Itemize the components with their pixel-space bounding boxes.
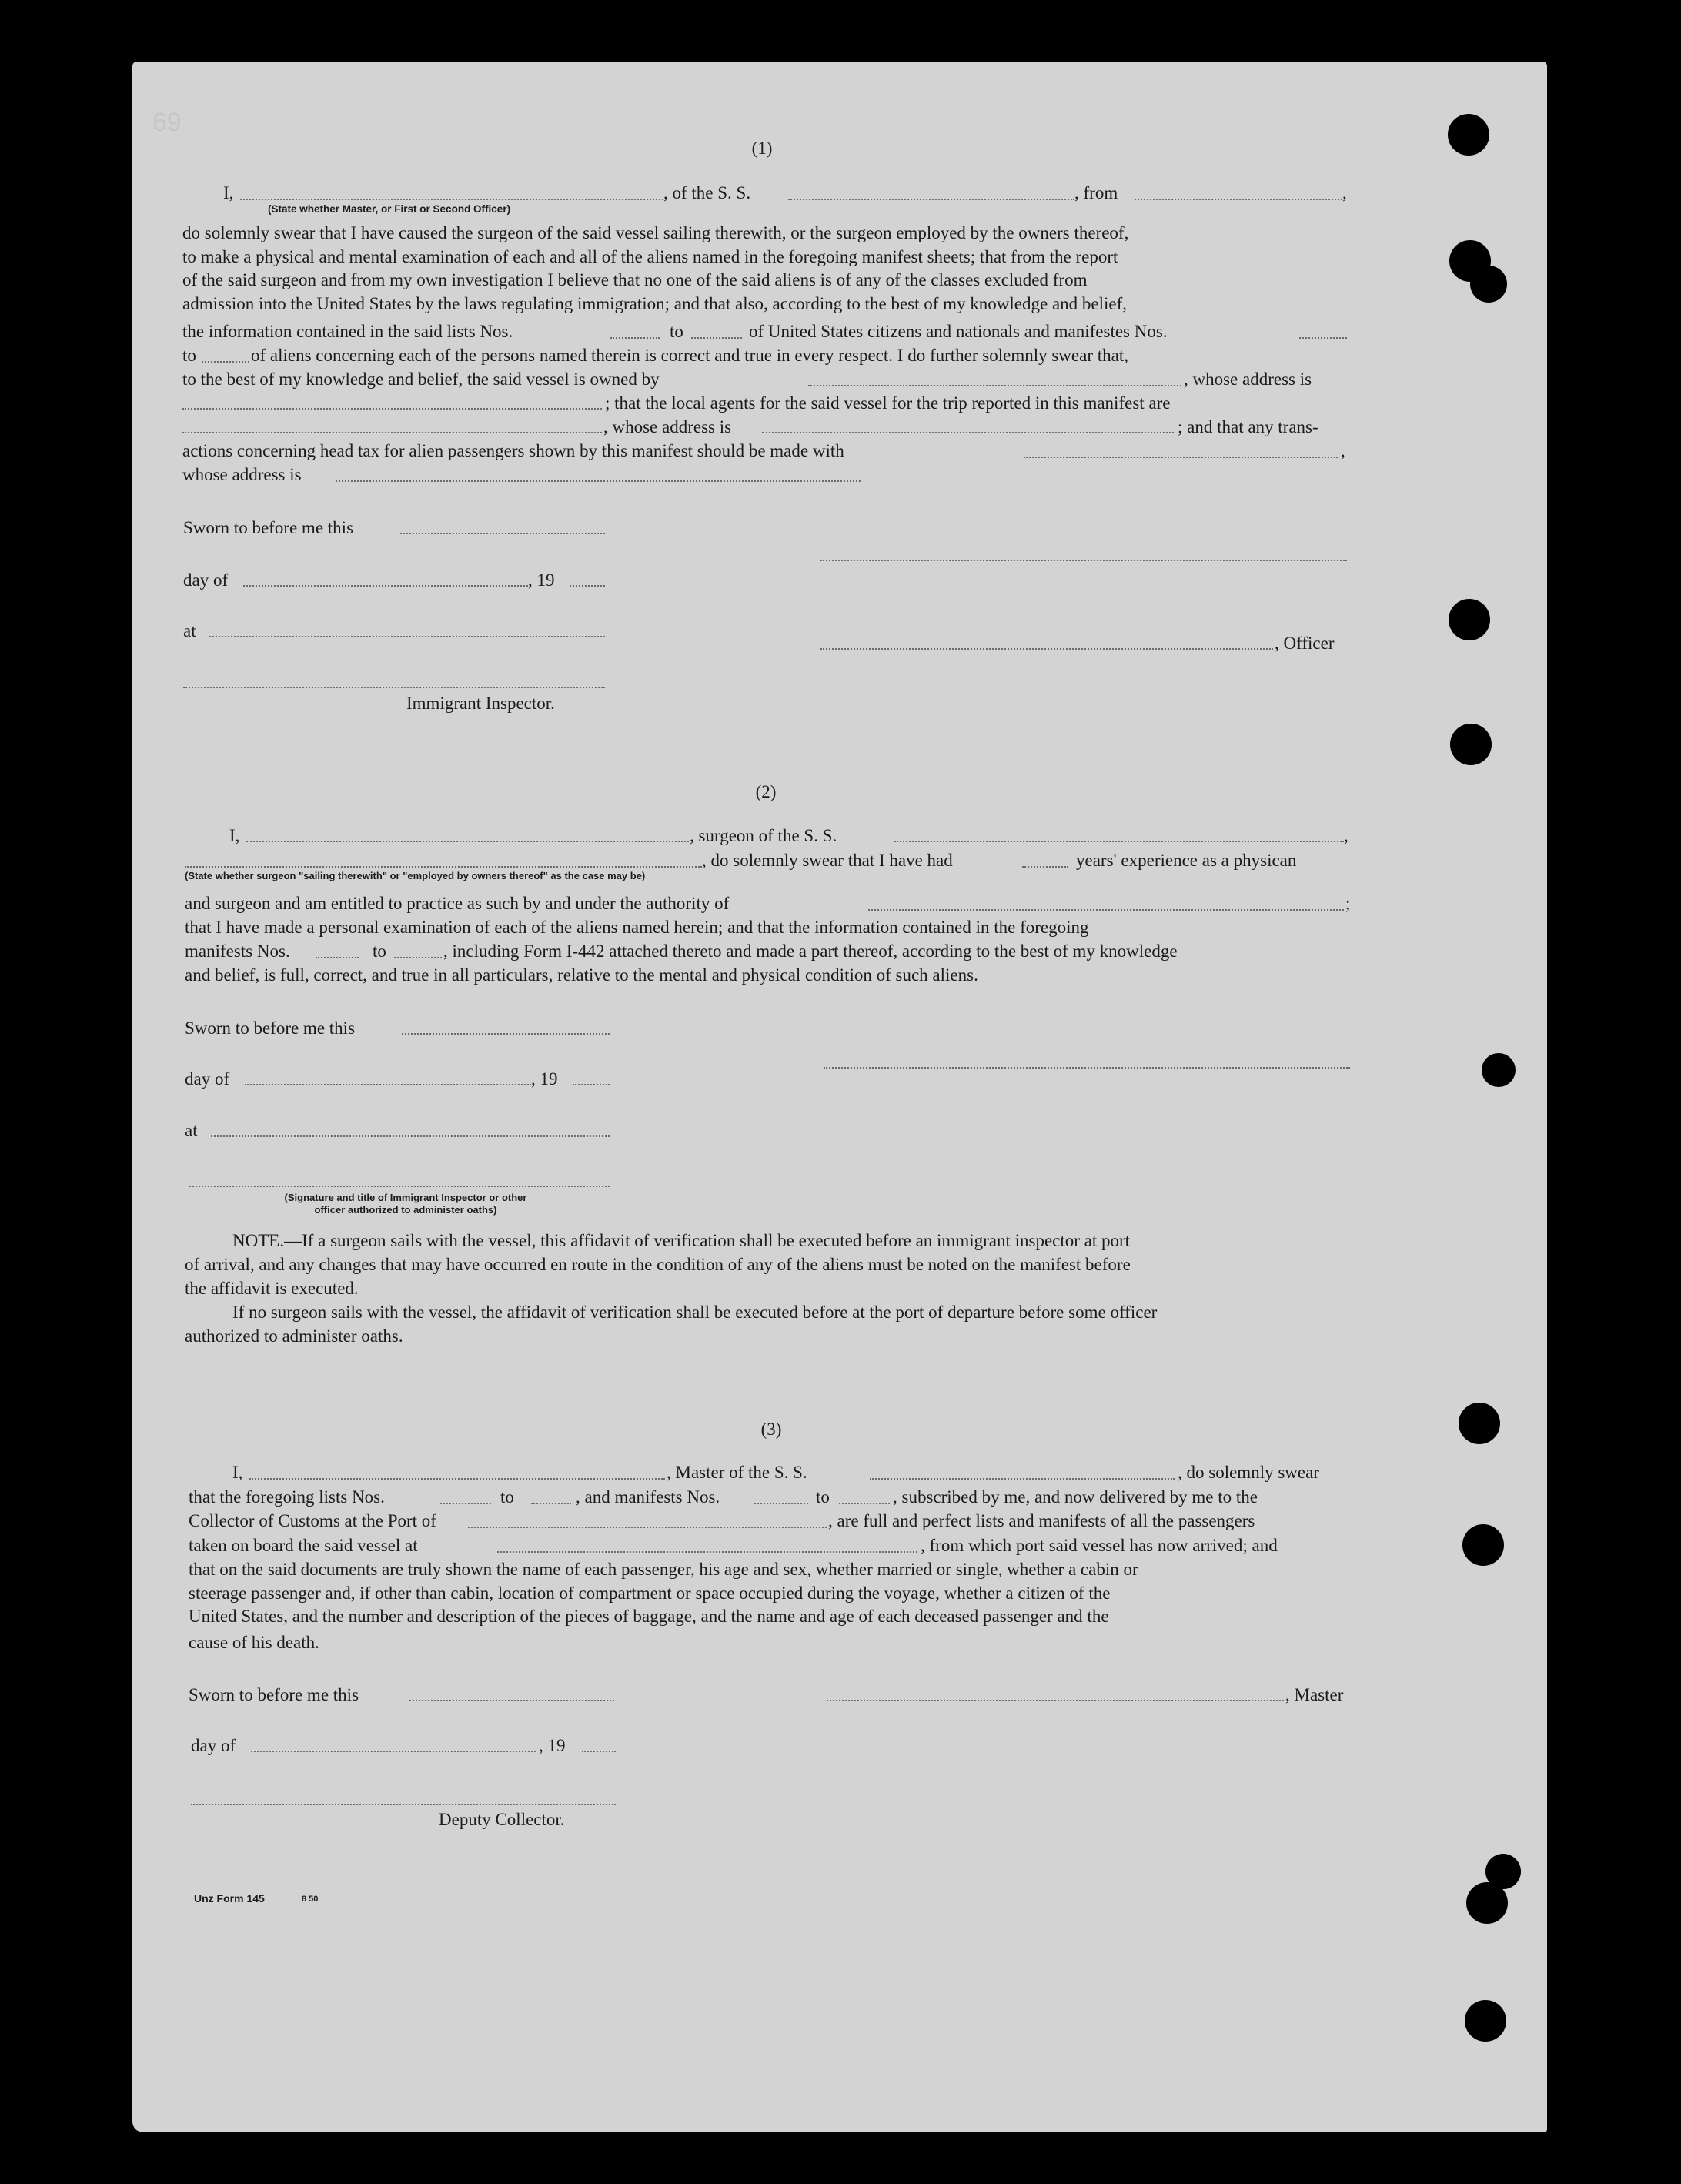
s1-l1-ss: , of the S. S. <box>663 183 751 202</box>
form-number: Unz Form 145 <box>194 1892 265 1905</box>
s2-note-line: If no surgeon sails with the vessel, the affidavit of verification shall be executed before at the port of departure before some officer <box>232 1303 1158 1322</box>
fill-line <box>182 408 602 410</box>
s1-body-line: of the said surgeon and from my own investigation I believe that no one of the said aliens is of any of the classes excluded from <box>182 270 1088 290</box>
s2-l5-b: to <box>373 941 386 961</box>
s1-l1-i: I, <box>223 183 234 202</box>
fill-line <box>440 1503 491 1504</box>
fill-line <box>870 1478 1175 1480</box>
s3-body-line: that on the said documents are truly shown the name of each passenger, his age and sex, whether married or single, whether a cabin or <box>189 1560 1138 1579</box>
fill-line <box>1299 337 1347 339</box>
s2-year: , 19 <box>531 1069 558 1089</box>
signature-line <box>189 1186 610 1187</box>
s3-l2-d: to <box>816 1487 830 1507</box>
s2-sig-note-1: (Signature and title of Immigrant Inspector or other <box>284 1192 527 1203</box>
fill-line <box>182 432 602 433</box>
s2-l1-end: , <box>1344 826 1348 845</box>
fill-line <box>839 1503 890 1504</box>
fill-line <box>240 199 663 200</box>
s1-l12: ; that the local agents for the said vessel for the trip reported in this manifest are <box>605 393 1171 413</box>
fill-line <box>202 361 249 363</box>
s1-l10-b: of aliens concerning each of the persons named therein is correct and true in every respect. I do further solemnly swear that, <box>251 346 1128 365</box>
s1-day: day of <box>183 570 229 590</box>
s3-body <box>189 1558 1357 1629</box>
s1-l1-from: , from <box>1074 183 1118 202</box>
fill-line <box>336 480 861 482</box>
s2-l1-i: I, <box>229 826 240 845</box>
s3-l2-a: that the foregoing lists Nos. <box>189 1487 385 1507</box>
signature-line <box>183 687 605 688</box>
s3-day: day of <box>191 1736 236 1755</box>
punch-hole <box>1465 2000 1506 2042</box>
fill-line <box>1022 866 1068 868</box>
s2-note <box>185 1229 1353 1348</box>
s1-body-line: to make a physical and mental examination of each and all of the aliens named in the foregoing manifest sheets; that from the report <box>182 246 1118 266</box>
s2-l2-note: (State whether surgeon "sailing therewith" or "employed by owners thereof" as the case may be) <box>185 870 646 881</box>
fill-line <box>573 1084 610 1085</box>
s1-body-line: admission into the United States by the laws regulating immigration; and that also, according to the best of my knowledge and belief, <box>182 293 1128 313</box>
fill-line <box>868 909 1344 911</box>
fill-line <box>402 1033 610 1035</box>
fill-line <box>894 841 1344 842</box>
fill-line <box>762 432 1174 433</box>
fill-line <box>251 1751 536 1752</box>
s1-at: at <box>183 621 196 640</box>
s3-l8: cause of his death. <box>189 1633 319 1652</box>
s3-l2-c: , and manifests Nos. <box>576 1487 720 1507</box>
s1-l15: whose address is <box>182 465 302 484</box>
punch-hole <box>1450 724 1492 765</box>
s2-note-line: authorized to administer oaths. <box>185 1326 403 1346</box>
master-line <box>827 1700 1284 1701</box>
s3-l3-b: , are full and perfect lists and manifests of all the passengers <box>828 1511 1255 1530</box>
s3-master: , Master <box>1285 1685 1344 1704</box>
fill-line <box>394 957 442 958</box>
fill-line <box>249 1478 665 1480</box>
section-3-heading: (3) <box>760 1420 782 1439</box>
s1-l10-a: to <box>182 346 196 365</box>
s1-l11-b: , whose address is <box>1184 370 1312 389</box>
punch-hole <box>1462 1524 1504 1566</box>
s2-at: at <box>185 1121 198 1140</box>
s3-year: , 19 <box>539 1736 566 1755</box>
s1-l14-end: , <box>1341 441 1345 460</box>
fill-line <box>788 199 1074 200</box>
s1-officer: , Officer <box>1275 634 1335 653</box>
s3-l3-a: Collector of Customs at the Port of <box>189 1511 436 1530</box>
form-code: 8 50 <box>302 1895 319 1904</box>
fill-line <box>468 1527 827 1528</box>
fill-line <box>582 1751 616 1752</box>
s1-l11-a: to the best of my knowledge and belief, the said vessel is owned by <box>182 370 660 389</box>
s2-sig-note-2: officer authorized to administer oaths) <box>314 1204 497 1216</box>
fill-line <box>610 337 660 339</box>
s3-l1-c: , do solemnly swear <box>1178 1463 1319 1482</box>
punch-hole <box>1470 266 1507 303</box>
s1-l1-note: (State whether Master, or First or Second Officer) <box>268 203 511 215</box>
s2-day: day of <box>185 1069 230 1089</box>
fill-line <box>400 533 605 534</box>
faint-stamp: 69 <box>152 108 182 137</box>
s3-l4-b: , from which port said vessel has now arrived; and <box>921 1536 1278 1555</box>
fill-line <box>1135 199 1342 200</box>
punch-hole <box>1482 1053 1516 1087</box>
fill-line <box>245 1084 531 1085</box>
signature-line <box>820 560 1347 561</box>
fill-line <box>808 385 1181 386</box>
s3-l2-b: to <box>500 1487 514 1507</box>
s1-l9-a: the information contained in the said lists Nos. <box>182 322 513 341</box>
fill-line <box>185 866 702 868</box>
fill-line <box>754 1503 808 1504</box>
fill-line <box>243 585 528 587</box>
punch-hole <box>1466 1882 1508 1924</box>
s2-note-line: of arrival, and any changes that may have occurred en route in the condition of any of the aliens must be noted on the manifest before <box>185 1255 1131 1274</box>
s1-year: , 19 <box>528 570 555 590</box>
s1-l1-comma: , <box>1342 183 1347 202</box>
s3-collector: Deputy Collector. <box>439 1810 565 1829</box>
s1-l9-b: to <box>670 322 683 341</box>
fill-line <box>531 1503 571 1504</box>
fill-line <box>691 337 742 339</box>
s1-inspector: Immigrant Inspector. <box>406 694 555 713</box>
section-2-heading: (2) <box>755 782 777 801</box>
s3-l1-i: I, <box>232 1463 243 1482</box>
fill-line <box>316 957 359 958</box>
s2-l3-a: and surgeon and am entitled to practice as such by and under the authority of <box>185 894 730 913</box>
signature-line <box>824 1067 1350 1069</box>
s3-sworn: Sworn to before me this <box>189 1685 359 1704</box>
officer-line <box>820 648 1273 650</box>
s1-l9-c: of United States citizens and nationals and manifestes Nos. <box>749 322 1168 341</box>
s3-body-line: United States, and the number and description of the pieces of baggage, and the name and age of each deceased passenger and the <box>189 1607 1109 1627</box>
s2-l5-a: manifests Nos. <box>185 941 290 961</box>
s1-sworn: Sworn to before me this <box>183 518 354 537</box>
fill-line <box>570 585 605 587</box>
s1-l13-b: ; and that any trans- <box>1178 417 1318 436</box>
fill-line <box>246 841 689 842</box>
signature-line <box>191 1804 616 1805</box>
s2-l3-end: ; <box>1345 894 1351 913</box>
s2-l1-b: , surgeon of the S. S. <box>690 826 837 845</box>
s1-body-line: do solemnly swear that I have caused the surgeon of the said vessel sailing therewith, or the surgeon employed by the owners thereof, <box>182 223 1129 242</box>
s3-l4-a: taken on board the said vessel at <box>189 1536 418 1555</box>
s3-body-line: steerage passenger and, if other than cabin, location of compartment or space occupied during the voyage, whether a citizen of the <box>189 1583 1111 1603</box>
s1-body <box>182 222 1346 316</box>
s2-sworn: Sworn to before me this <box>185 1018 356 1038</box>
punch-hole <box>1448 114 1489 156</box>
fill-line <box>209 636 605 637</box>
s1-l13-a: , whose address is <box>603 417 732 436</box>
s2-sig-note <box>202 1192 610 1216</box>
fill-line <box>497 1551 917 1553</box>
s3-l1-b: , Master of the S. S. <box>667 1463 807 1482</box>
s2-note-line: the affidavit is executed. <box>185 1279 359 1298</box>
s2-l4 <box>185 916 1348 940</box>
s2-body-line: that I have made a personal examination of each of the aliens named herein; and that the information contained in the foregoing <box>185 918 1089 937</box>
s2-note-line: NOTE.—If a surgeon sails with the vessel, this affidavit of verification shall be executed before an immigrant inspector at port <box>232 1231 1131 1250</box>
s2-l5-c: , including Form I-442 attached thereto and made a part thereof, according to the best of my knowledge <box>443 941 1178 961</box>
s2-l2-b: years' experience as a physican <box>1076 851 1297 870</box>
s2-l2-a: , do solemnly swear that I have had <box>702 851 953 870</box>
fill-line <box>1024 457 1338 458</box>
s2-l6: and belief, is full, correct, and true in all particulars, relative to the mental and physical condition of such aliens. <box>185 965 978 985</box>
punch-hole <box>1449 599 1490 640</box>
fill-line <box>211 1135 610 1137</box>
punch-hole <box>1459 1403 1500 1444</box>
s3-l2-e: , subscribed by me, and now delivered by me to the <box>893 1487 1258 1507</box>
fill-line <box>409 1700 614 1701</box>
s1-l14: actions concerning head tax for alien passengers shown by this manifest should be made with <box>182 441 844 460</box>
section-1-heading: (1) <box>751 139 773 158</box>
